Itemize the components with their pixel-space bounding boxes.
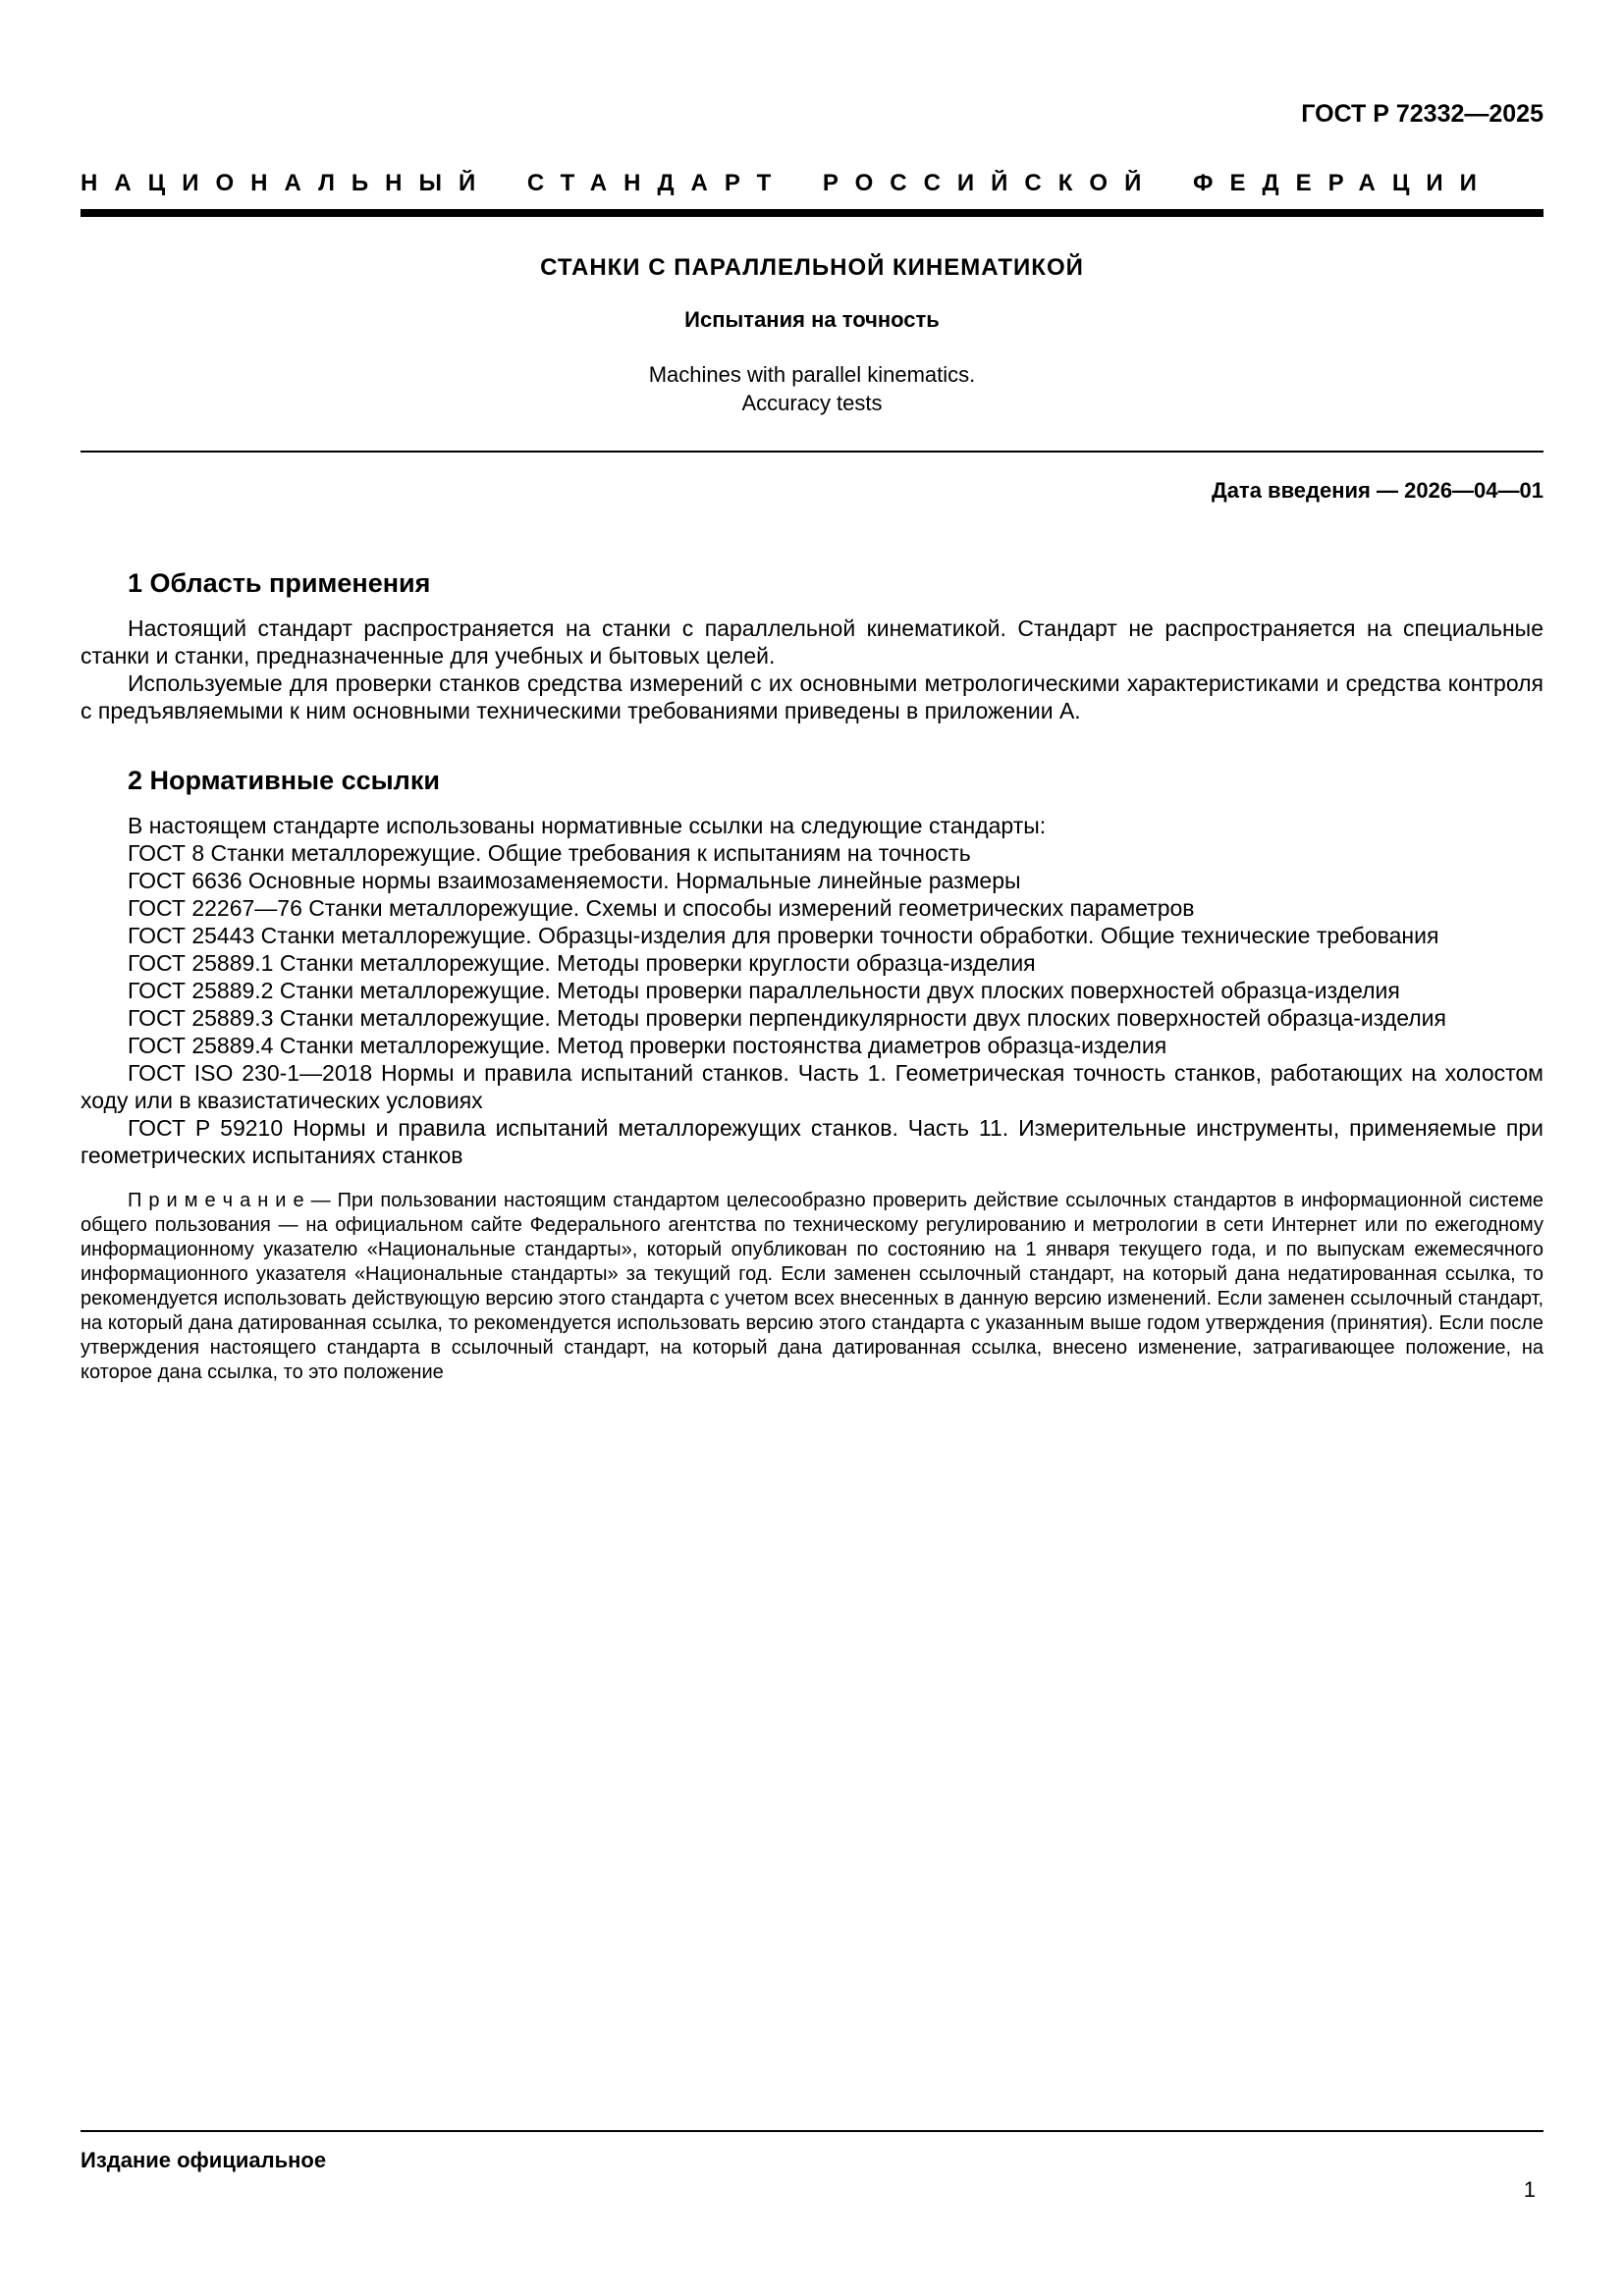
footer-rule	[81, 2130, 1543, 2132]
doc-number: ГОСТ Р 72332—2025	[1301, 100, 1543, 128]
doc-title: СТАНКИ С ПАРАЛЛЕЛЬНОЙ КИНЕМАТИКОЙ	[540, 254, 1084, 281]
page-content	[81, 0, 1543, 1385]
section-1-heading: 1 Область применения	[128, 568, 431, 598]
note: П р и м е ч а н и е — При пользовании настоящим стандартом целесообразно проверить действие ссылочных стандартов в информационной системе общего пользования — на официальном сайте Федерального агентства по техническому регулированию и метрологии в сети Интернет или по ежегодному информационному указателю «Национальные стандарты», который опубликован по состоянию на 1 января текущего года, и по выпускам ежемесячного информационного указателя «Национальные стандарты» за текущий год. Если заменен ссылочный стандарт, на который дана недатированная ссылка, то рекомендуется использовать действующую версию этого стандарта с учетом всех внесенных в данную версию изменений. Если заменен ссылочный стандарт, на который дана датированная ссылка, то рекомендуется использовать версию этого стандарта с указанным выше годом утверждения (принятия). Если после утверждения настоящего стандарта в ссылочный стандарт, на который дана датированная ссылка, внесено изменение, затрагивающее положение, на которое дана ссылка, то это положение	[81, 1190, 1543, 1383]
doc-subtitle: Испытания на точность	[684, 307, 940, 332]
doc-title-en-line2: Accuracy tests	[741, 391, 883, 415]
reference-standard-item: ГОСТ 25889.2 Станки металлорежущие. Методы проверки параллельности двух плоских поверхностей образца-изделия	[128, 978, 1400, 1003]
effective-date: Дата введения — 2026—04—01	[1212, 478, 1543, 503]
reference-standard-item: ГОСТ Р 59210 Нормы и правила испытаний металлорежущих станков. Часть 11. Измерительные инструменты, применяемые при геометрических испытаниях станков	[81, 1115, 1543, 1168]
title-rule	[81, 451, 1543, 453]
section-2-paragraph: В настоящем стандарте использованы нормативные ссылки на следующие стандарты:	[128, 813, 1047, 838]
page-number: 1	[1523, 2177, 1536, 2202]
reference-standard-item: ГОСТ ISO 230-1—2018 Нормы и правила испытаний станков. Часть 1. Геометрическая точность станков, работающих на холостом ходу или в квазистатических условиях	[81, 1060, 1543, 1113]
section-2-heading: 2 Нормативные ссылки	[128, 766, 440, 795]
section-1-paragraph: Используемые для проверки станков средства измерений с их основными метрологическими характеристиками и средства контроля с предъявляемыми к ним основными техническими требованиями приведены в приложении А.	[81, 670, 1543, 723]
header-rule	[81, 209, 1543, 217]
reference-standard-item: ГОСТ 8 Станки металлорежущие. Общие требования к испытаниям на точность	[128, 840, 971, 866]
section-1-paragraph: Настоящий стандарт распространяется на станки с параллельной кинематикой. Стандарт не распространяется на специальные станки и станки, предназначенные для учебных и бытовых целей.	[81, 615, 1543, 668]
doc-title-en-line1: Machines with parallel kinematics.	[648, 362, 976, 387]
reference-standard-item: ГОСТ 25443 Станки металлорежущие. Образцы-изделия для проверки точности обработки. Общие технические требования	[128, 923, 1439, 948]
reference-standard-item: ГОСТ 25889.1 Станки металлорежущие. Методы проверки круглости образца-изделия	[128, 950, 1036, 976]
reference-standard-item: ГОСТ 6636 Основные нормы взаимозаменяемости. Нормальные линейные размеры	[128, 868, 1021, 893]
edition-label: Издание официальное	[81, 2148, 327, 2172]
doc-title-english	[81, 360, 1543, 417]
reference-standard-item: ГОСТ 25889.4 Станки металлорежущие. Метод проверки постоянства диаметров образца-изделия	[128, 1033, 1167, 1058]
standard-type-label: НАЦИОНАЛЬНЫЙ СТАНДАРТ РОССИЙСКОЙ ФЕДЕРАЦИИ	[81, 170, 1493, 196]
reference-standard-item: ГОСТ 25889.3 Станки металлорежущие. Методы проверки перпендикулярности двух плоских поверхностей образца-изделия	[128, 1005, 1446, 1031]
reference-standard-item: ГОСТ 22267—76 Станки металлорежущие. Схемы и способы измерений геометрических параметров	[128, 895, 1195, 921]
